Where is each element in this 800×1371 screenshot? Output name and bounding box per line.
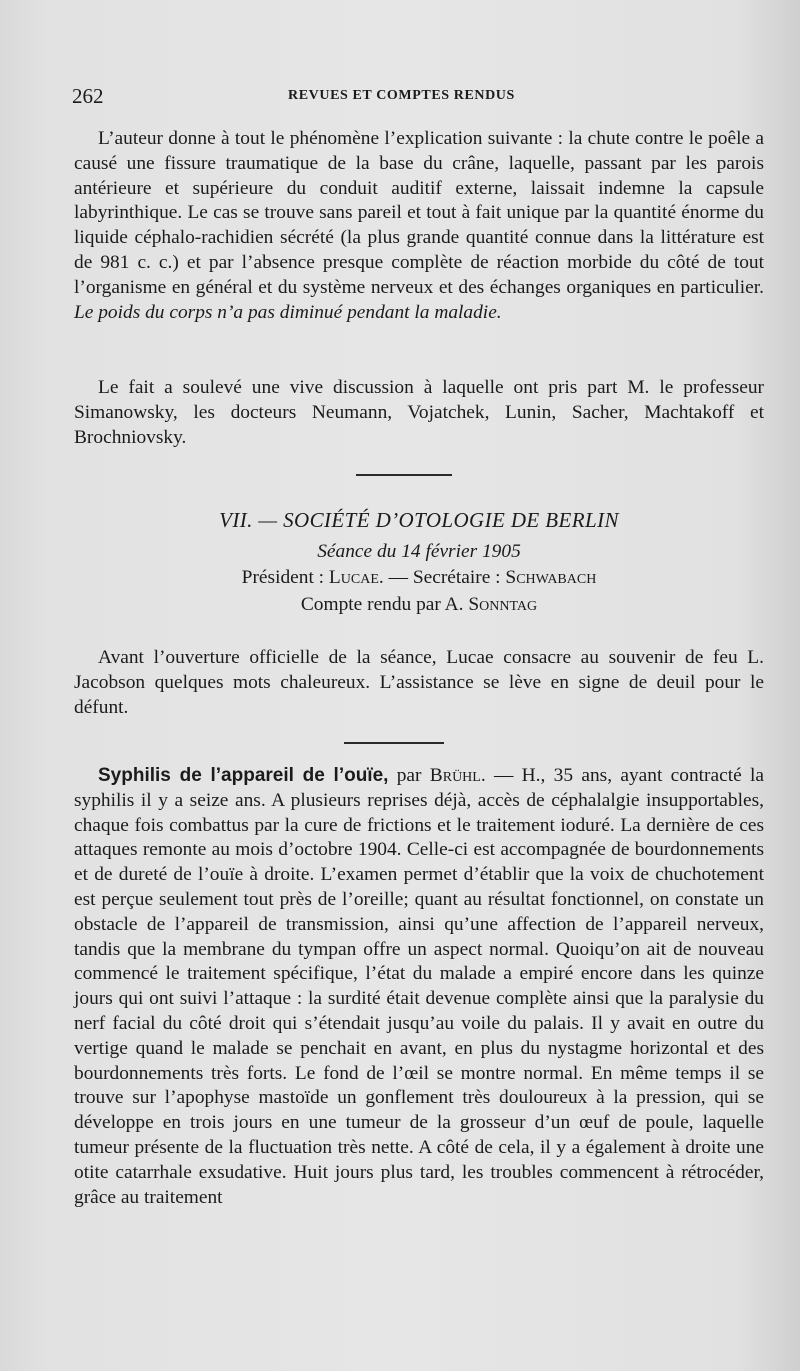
case-conclusion-block — [74, 127, 764, 325]
paragraph-opening: Avant l’ouverture officielle de la séance, Lucae consacre au souvenir de feu L. Jacobson quelques mots chaleureux. L’assistance se lève en signe de deuil pour le défunt. — [74, 647, 764, 718]
page-header — [72, 84, 772, 114]
page-number: 262 — [72, 84, 104, 108]
article-author: Brühl — [429, 765, 481, 786]
president-name: Lucae — [328, 567, 379, 588]
paragraph-text: L’auteur donne à tout le phénomène l’explication suivante : la chute contre le poêle a causé une fissure traumatique de la base du crâne, laquelle, passant par les parois antérieure et supérieure du conduit auditif externe, laissait indemne la capsule labyrinthique. Le cas se trouve sans pareil et tout à fait unique par la quantité énorme du liquide céphalo-rachidien sécrété (la plus grande quantité connue dans la littérature est de 981 c. c.) et par l’absence presque complète de réaction morbide du côté de tout l’organisme en général et du système nerveux et des échanges organiques en particulier. — [74, 128, 764, 298]
article-divider — [344, 742, 444, 744]
section-divider — [356, 474, 452, 476]
report-author — [74, 594, 764, 616]
discussion-block — [74, 376, 764, 450]
running-head: REVUES ET COMPTES RENDUS — [288, 88, 515, 103]
session-officers — [74, 567, 764, 589]
reporter-name: Sonntag — [468, 594, 538, 615]
secretary-label: . — Secrétaire : — [378, 567, 506, 588]
article-paragraph — [74, 764, 764, 1210]
article-body: . — H., 35 ans, ayant contracté la syphilis il y a seize ans. A plusieurs reprises déjà, accès de céphalalgie insupportables, chaque fois combattus par la cure de frictions et le traitement ioduré. La dernière de ces attaques remonte au mois d’octobre 1904. Celle-ci est accompagnée de bourdonnements et de dureté de l’ouïe à droite. L’examen permet d’établir que la voix de chuchotement est perçue seulement tout près de l’oreille; quant au résultat fonctionnel, on constate un obstacle de l’appareil de transmission, ainsi qu’une affection de l’appareil nerveux, tandis que la membrane du tympan offre un aspect normal. Quoiqu’on ait de nouveau commencé le traitement spécifique, l’état du malade a empiré encore dans les quinze jours qui ont suivi l’attaque : la surdité était devenue complète ainsi que la paralysie du nerf facial du côté droit qui s’étendait jusqu’au voile du palais. Il y avait en outre du vertige quand le malade se penchait en avant, en plus du nystagme horizontal et des bourdonnements très forts. Le fond de l’œil se montre normal. En même temps il se trouve sur l’apophyse mastoïde un gonflement très douloureux à la pression, qui se développe en trois jours en une tumeur de la grosseur d’un œuf de poule, laquelle tumeur présente de la fluctuation très nette. A côté de cela, il y a également à droite une otite catarrhale exsudative. Huit jours plus tard, les troubles commencent à rétrocéder, grâce au traitement — [74, 765, 764, 1208]
article-by: par — [388, 765, 430, 786]
section-title: VII. — SOCIÉTÉ D’OTOLOGIE DE BERLIN — [219, 508, 619, 532]
italic-remark: Le poids du corps n’a pas diminué pendant la maladie. — [74, 301, 502, 323]
opening-remarks-block — [74, 646, 764, 720]
paragraph-explanation — [74, 127, 764, 325]
president-label: Président : — [241, 567, 329, 588]
secretary-name: Schwabach — [505, 567, 597, 588]
paragraph-discussion: Le fait a soulevé une vive discussion à laquelle ont pris part M. le professeur Simanowsky, les docteurs Neumann, Vojatchek, Lunin, Sacher, Machtakoff et Brochniovsky. — [74, 377, 764, 448]
report-label: Compte rendu par A. — [300, 594, 469, 615]
session-date: Séance du 14 février 1905 — [317, 541, 521, 562]
article-block — [74, 764, 764, 1210]
article-title: Syphilis de l’appareil de l’ouïe, — [98, 765, 389, 786]
